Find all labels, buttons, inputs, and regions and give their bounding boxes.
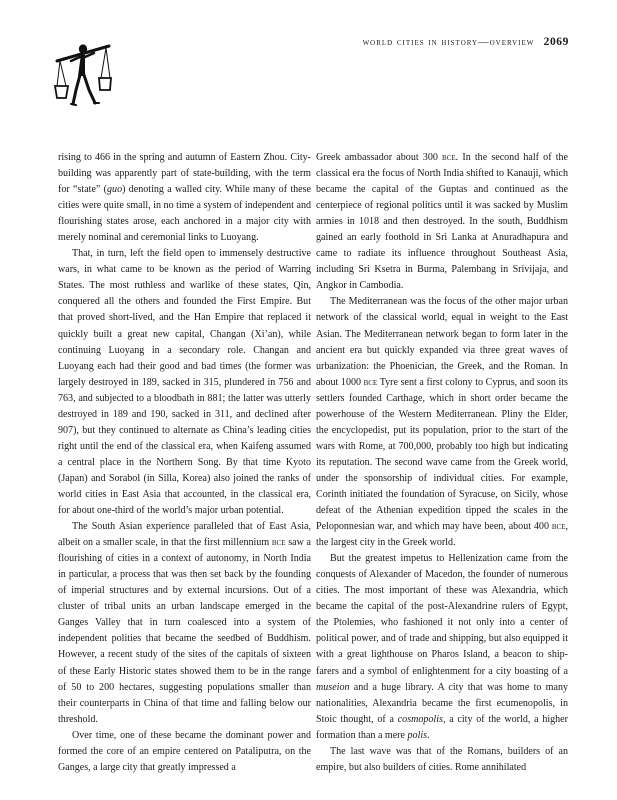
paragraph: rising to 466 in the spring and autumn of Eastern Zhou. City-building was apparently part of state-building, with the term for “state” (guo) denoting a walled city. While many of these cities were quite small, in no time a system of independent and flourishing states arose, each anchored in a major city with merely nominal and ceremonial links to Luoyang. — [58, 152, 311, 244]
page-number: 2069 — [543, 36, 569, 48]
paragraph: Over time, one of these became the dominant power and formed the core of an empire centered on Pataliputra, on the Ganges, a large city that greatly impressed a — [58, 729, 311, 773]
left-column — [58, 150, 311, 776]
paragraph: The South Asian experience paralleled that of East Asia, albeit on a smaller scale, in that the first millennium bce saw a flourishing of cities in a context of autonomy, in North India in particular, a process that was then set back by the founding of imperial structures and by external incursions. Out of a cluster of tribal units an urban landscape emerged in the Ganges Valley that in turn coalesced into a system of independent polities that became the seedbed of Buddhism. However, a recent study of the sites of the capitals of sixteen of these Early Historic states showed them to be in the range of 50 to 200 hectares, suggesting populations smaller than their counterparts in China of that time and falling below our threshold. — [58, 521, 312, 725]
right-column — [316, 150, 568, 776]
running-header — [363, 36, 569, 48]
paragraph: Greek ambassador about 300 bce. In the second half of the classical era the focus of North India shifted to Kanauji, which became the capital of the Guptas and continued as the centerpiece of regional politics until it was sacked by Muslim armies in 1018 and then destroyed. In the south, Buddhism gained an early foothold in Sri Lanka at Anuradhapura and came to radiate its influence throughout Southeast Asia, including Sri Ksetra in Burma, Palembang in Srivijaja, and Angkor in Cambodia. — [316, 152, 568, 292]
running-title: world cities in history—overview — [362, 37, 535, 48]
paragraph: The last wave was that of the Romans, builders of an empire, but also builders of cities. Rome annihilated — [316, 745, 568, 773]
paragraph: But the greatest impetus to Hellenization came from the conquests of Alexander of Macedon, the founder of numerous cities. The most important of these was Alexandria, which became the capital of the post-Alexandrine rulers of Egypt, the Ptolemies, who fashioned it not only into a center of political power, and of trade and shipping, but also equipped it with a great lighthouse on Pharos Island, a beacon to ship-farers and a symbol of enlightenment for a city boasting of a museion and a huge library. A city that was home to many nationalities, Alexandria became the first ecumenopolis, in Stoic thought, of a cosmopolis, a city of the world, a higher formation than a mere polis. — [316, 553, 568, 741]
paragraph: That, in turn, left the field open to immensely destructive wars, in what came to be known as the period of Warring States. The most ruthless and warlike of these states, Qin, conquered all the others and founded the First Empire. But that proved short-lived, and the Han Empire that replaced it quickly built a great new capital, Changan (Xi’an), while continuing Luoyang in a secondary role. Changan and Luoyang each had their good and bad times (the former was largely destroyed in 189, sacked in 315, plundered in 756 and 763, and subjected to a bloodbath in 881; the latter was utterly destroyed in 189 and 190, sacked in 311, and declined after 907), but they continued to alternate as China’s leading cities right until the end of the classical era, when Kaifeng assumed a central place in the Northern Song. By that time Kyoto (Japan) and Sorabol (in Silla, Korea) also joined the ranks of world cities in East Asia that accounted, in the classical era, for about one-third of the world’s major urban potential. — [58, 248, 311, 517]
paragraph: The Mediterranean was the focus of the other major urban network of the classical world, equal in weight to the East Asian. The Mediterranean network began to form later in the ancient era but quickly expanded via three great waves of urbanization: the Phoenician, the Greek, and the Roman. In about 1000 bce Tyre sent a first colony to Cyprus, and soon its settlers founded Carthage, which in short order became the powerhouse of the Western Mediterranean. Pliny the Elder, the encyclopedist, put its population, prior to the start of the wars with Rome, at 700,000, probably too high but indicating its reputation. The second wave came from the Greek world, under the sponsorship of individual cities. For example, Corinth initiated the foundation of Syracuse, on Sicily, whose defeat of the Athenian expedition tipped the scales in the Peloponnesian war, and which may have been, about 400 bce, the largest city in the Greek world. — [316, 296, 568, 549]
water-carrier-icon — [54, 40, 112, 118]
